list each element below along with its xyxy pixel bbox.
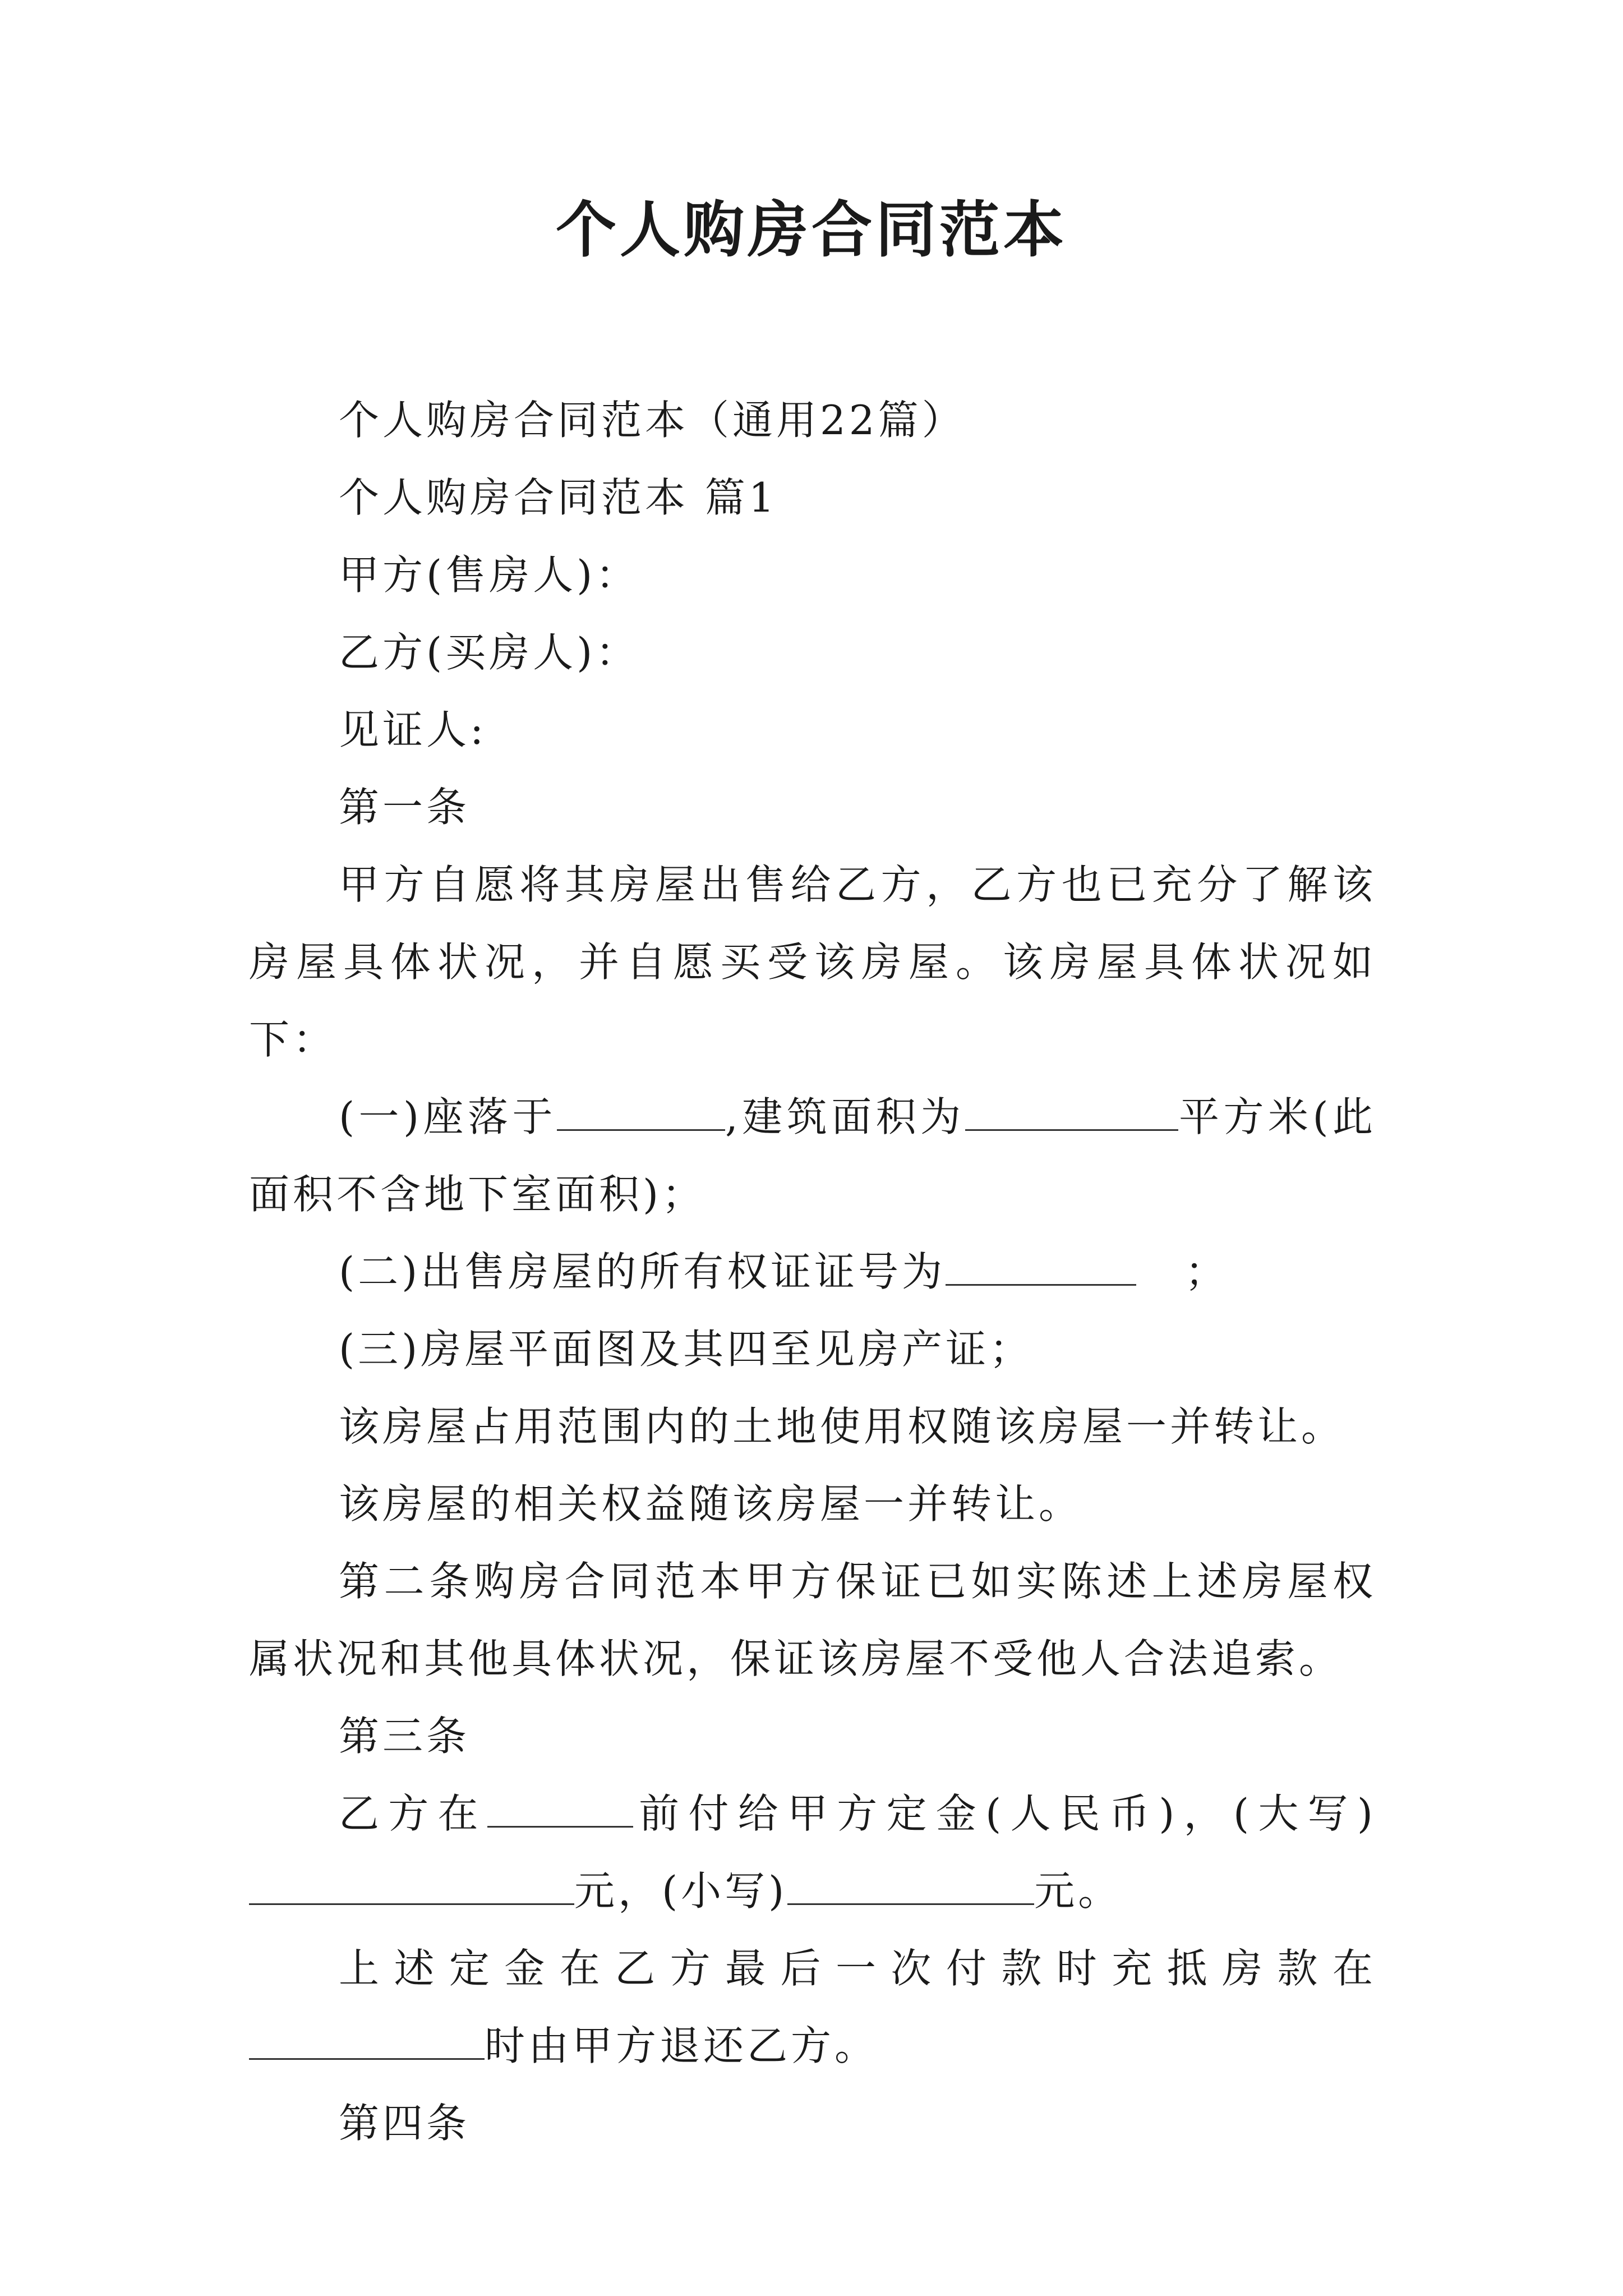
item-1-area-label: ,建筑面积为 — [725, 1093, 965, 1140]
party-b-line: 乙方(买房人)： — [339, 629, 640, 676]
item-1-area-note: 平方米(此面积不含地下室面积)； — [249, 1093, 1377, 1218]
offset-clause — [249, 1930, 1376, 2085]
offset-label-a: 上述定金在乙方最后一次付款时充抵房款在 — [339, 1945, 1376, 1992]
deposit-uppercase-blank — [249, 1870, 574, 1905]
deposit-label-c: 元，(小写) — [574, 1867, 788, 1915]
offset-time-blank — [249, 2024, 485, 2060]
deposit-date-blank — [487, 1792, 633, 1828]
article-3-heading: 第三条 — [339, 1713, 471, 1760]
subtitle: 个人购房合同范本（通用22篇） — [339, 397, 966, 444]
item-2-end: ； — [1184, 1248, 1229, 1295]
party-a-line: 甲方(售房人)： — [339, 551, 640, 599]
deposit-clause — [249, 1775, 1376, 1930]
article-2-clause: 第二条购房合同范本甲方保证已如实陈述上述房屋权属状况和其他具体状况，保证该房屋不受他人合法追索。 — [249, 1558, 1376, 1682]
related-rights-clause: 该房屋的相关权益随该房屋一并转让。 — [339, 1480, 1083, 1527]
deposit-numeric-blank — [787, 1870, 1034, 1905]
document-title: 个人购房合同范本 — [555, 195, 1067, 265]
offset-label-b: 时由甲方退还乙方。 — [485, 2022, 879, 2069]
item-3-floorplan: (三)房屋平面图及其四至见房产证； — [339, 1326, 1034, 1373]
item-1-location-area — [249, 1078, 1376, 1233]
document-body — [249, 381, 1376, 2162]
certificate-number-blank — [946, 1250, 1136, 1286]
item-2-label: (二)出售房屋的所有权证证号为 — [339, 1248, 946, 1295]
deposit-label-b: 前付给甲方定金(人民币)，(大写) — [633, 1790, 1376, 1837]
article-1-heading: 第一条 — [339, 784, 471, 831]
area-blank — [965, 1096, 1178, 1131]
item-2-certificate — [249, 1233, 1376, 1310]
item-1-location-label: (一)座落于 — [339, 1093, 557, 1140]
land-right-clause: 该房屋占用范围内的土地使用权随该房屋一并转让。 — [339, 1403, 1345, 1450]
deposit-label-d: 元。 — [1034, 1867, 1122, 1915]
deposit-label-a: 乙方在 — [339, 1790, 487, 1837]
article-4-heading: 第四条 — [339, 2100, 471, 2147]
witness-line: 见证人: — [339, 706, 487, 753]
section-heading: 个人购房合同范本 篇1 — [339, 474, 778, 521]
location-blank — [557, 1096, 725, 1131]
article-1-intro: 甲方自愿将其房屋出售给乙方，乙方也已充分了解该房屋具体状况，并自愿买受该房屋。该房屋具体状况如下： — [249, 861, 1376, 1063]
